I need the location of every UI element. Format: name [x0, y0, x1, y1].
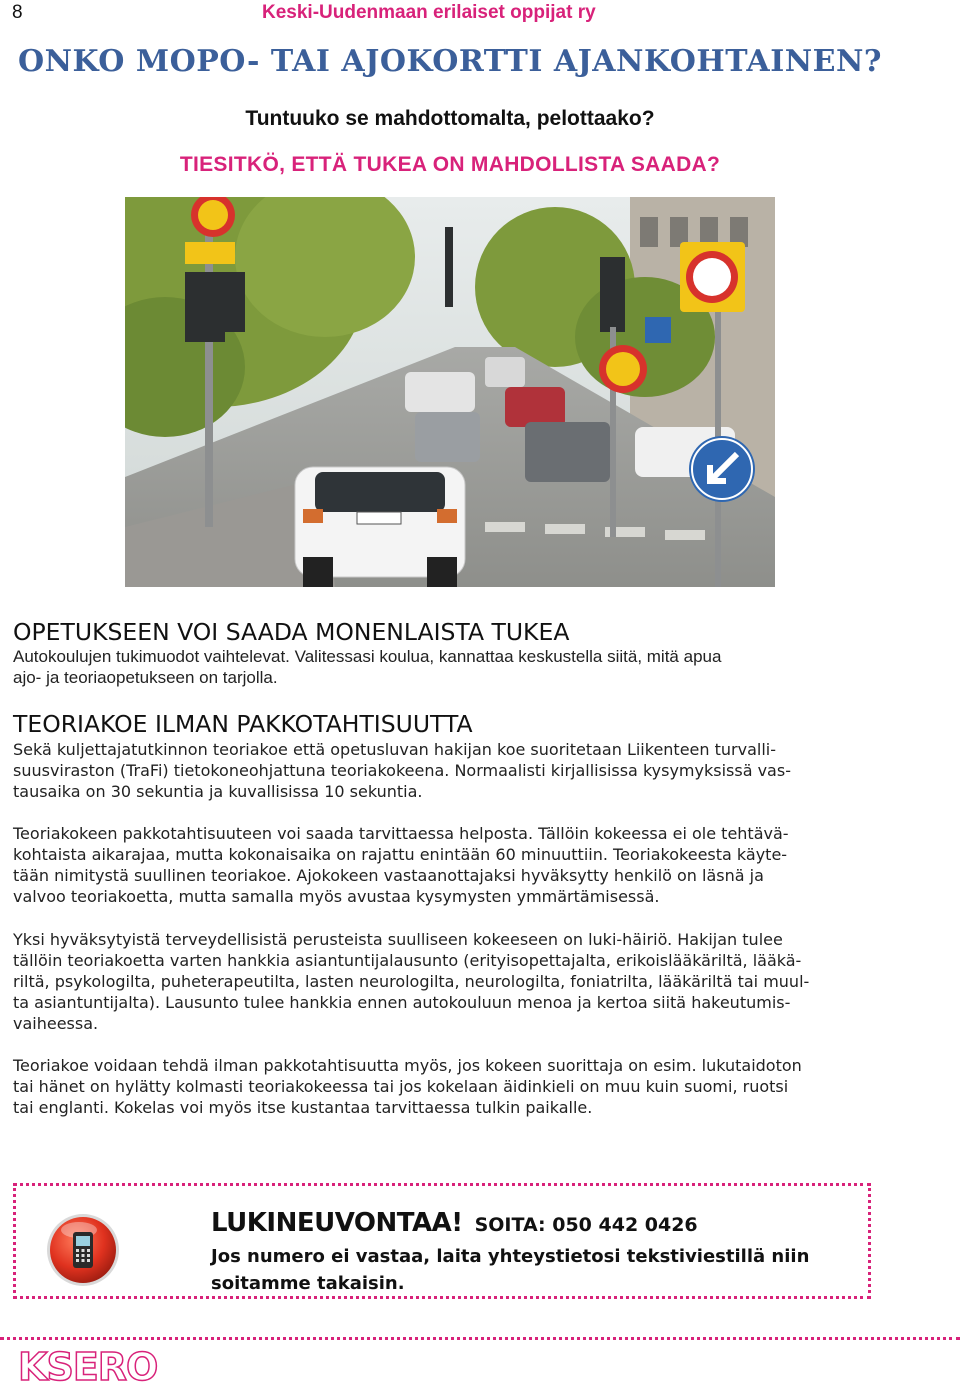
page-number: 8: [12, 2, 23, 23]
theory-paragraph-2: [13, 823, 893, 907]
contact-heading: LUKINEUVONTAA!: [211, 1208, 463, 1238]
mobile-phone-icon: [45, 1212, 121, 1288]
text-line: vaiheessa.: [13, 1014, 99, 1033]
text-line: ajo- ja teoriaopetukseen on tarjolla.: [13, 668, 278, 687]
contact-text: [211, 1243, 851, 1297]
text-line: tai hänet on hylätty kolmasti teoriakokeessa tai jos kokelaan äidinkieli on muu kuin suomi, ruotsi: [13, 1077, 789, 1096]
street-traffic-photo: [125, 197, 775, 587]
text-line: ta asiantuntijalta). Lausunto tulee hankkia ennen autokouluun menoa ja kertoa siitä hakeutumis-: [13, 993, 791, 1012]
page-title: ONKO MOPO- TAI AJOKORTTI AJANKOHTAINEN?: [17, 44, 883, 79]
text-line: Jos numero ei vastaa, laita yhteystietosi tekstiviestillä niin: [211, 1246, 810, 1267]
text-line: kohtaista aikarajaa, mutta kokonaisaika on rajattu enintään 60 minuuttiin. Teoriakokeesta käyte-: [13, 845, 788, 864]
text-line: suusviraston (TraFi) tietokoneohjattuna teoriakokeena. Normaalisti kirjallisissa kysymyksissä vas-: [13, 761, 791, 780]
text-line: valvoo teoriakoetta, mutta samalla myös avustaa kysymysten ymmärtämisessä.: [13, 887, 660, 906]
theory-paragraph-1: [13, 739, 893, 802]
text-line: soitamme takaisin.: [211, 1273, 405, 1294]
logo-text: KSERO: [18, 1346, 158, 1386]
organization-name: Keski-Uudenmaan erilaiset oppijat ry: [262, 2, 596, 23]
theory-paragraph-3: [13, 929, 893, 1034]
section-support-text: [13, 646, 893, 688]
text-line: Sekä kuljettajatutkinnon teoriakoe että opetusluvan hakijan koe suoritetaan Liikenteen turvalli-: [13, 740, 776, 759]
text-line: Yksi hyväksytyistä terveydellisistä perusteista suulliseen kokeeseen on luki-häiriö. Hakijan tulee: [13, 930, 783, 949]
subtitle-highlight: TIESITKÖ, ETTÄ TUKEA ON MAHDOLLISTA SAADA?: [179, 153, 721, 176]
text-line: tään nimitystä suullinen teoriakoe. Ajokokeen vastaanottajaksi hyväksytty henkilö on läsnä ja: [13, 866, 764, 885]
text-line: Teoriakokeen pakkotahtisuuteen voi saada tarvittaessa helposta. Tällöin kokeessa ei ole tehtävä-: [13, 824, 789, 843]
contact-title: [211, 1208, 698, 1238]
text-line: tällöin teoriakoetta varten hankkia asiantuntijalausunto (erityisopettajalta, erikoislääkäriltä, lääkä-: [13, 951, 802, 970]
subtitle: Tuntuuko se mahdottomalta, pelottaako?: [245, 107, 655, 130]
footer-divider: [0, 1337, 960, 1340]
text-line: riltä, psykologilta, puheterapeutilta, lasten neurologilta, neurologilta, foniatrilta, lääkäriltä tai muul-: [13, 972, 810, 991]
text-line: tausaika on 30 sekuntia ja kuvallisissa 10 sekuntia.: [13, 782, 423, 801]
ksero-logo: [18, 1346, 158, 1386]
contact-phone: SOITA: 050 442 0426: [474, 1214, 698, 1236]
text-line: Teoriakoe voidaan tehdä ilman pakkotahtisuutta myös, jos kokeen suorittaja on esim. lukutaidoton: [13, 1056, 802, 1075]
text-line: tai englanti. Kokelas voi myös itse kustantaa tarvittaessa tulkin paikalle.: [13, 1098, 593, 1117]
text-line: Autokoulujen tukimuodot vaihtelevat. Valitessasi koulua, kannattaa keskustella siitä, mitä apua: [13, 647, 722, 666]
section-heading-theory-test: TEORIAKOE ILMAN PAKKOTAHTISUUTTA: [13, 710, 473, 738]
section-heading-support: OPETUKSEEN VOI SAADA MONENLAISTA TUKEA: [13, 618, 570, 646]
theory-paragraph-4: [13, 1055, 893, 1118]
